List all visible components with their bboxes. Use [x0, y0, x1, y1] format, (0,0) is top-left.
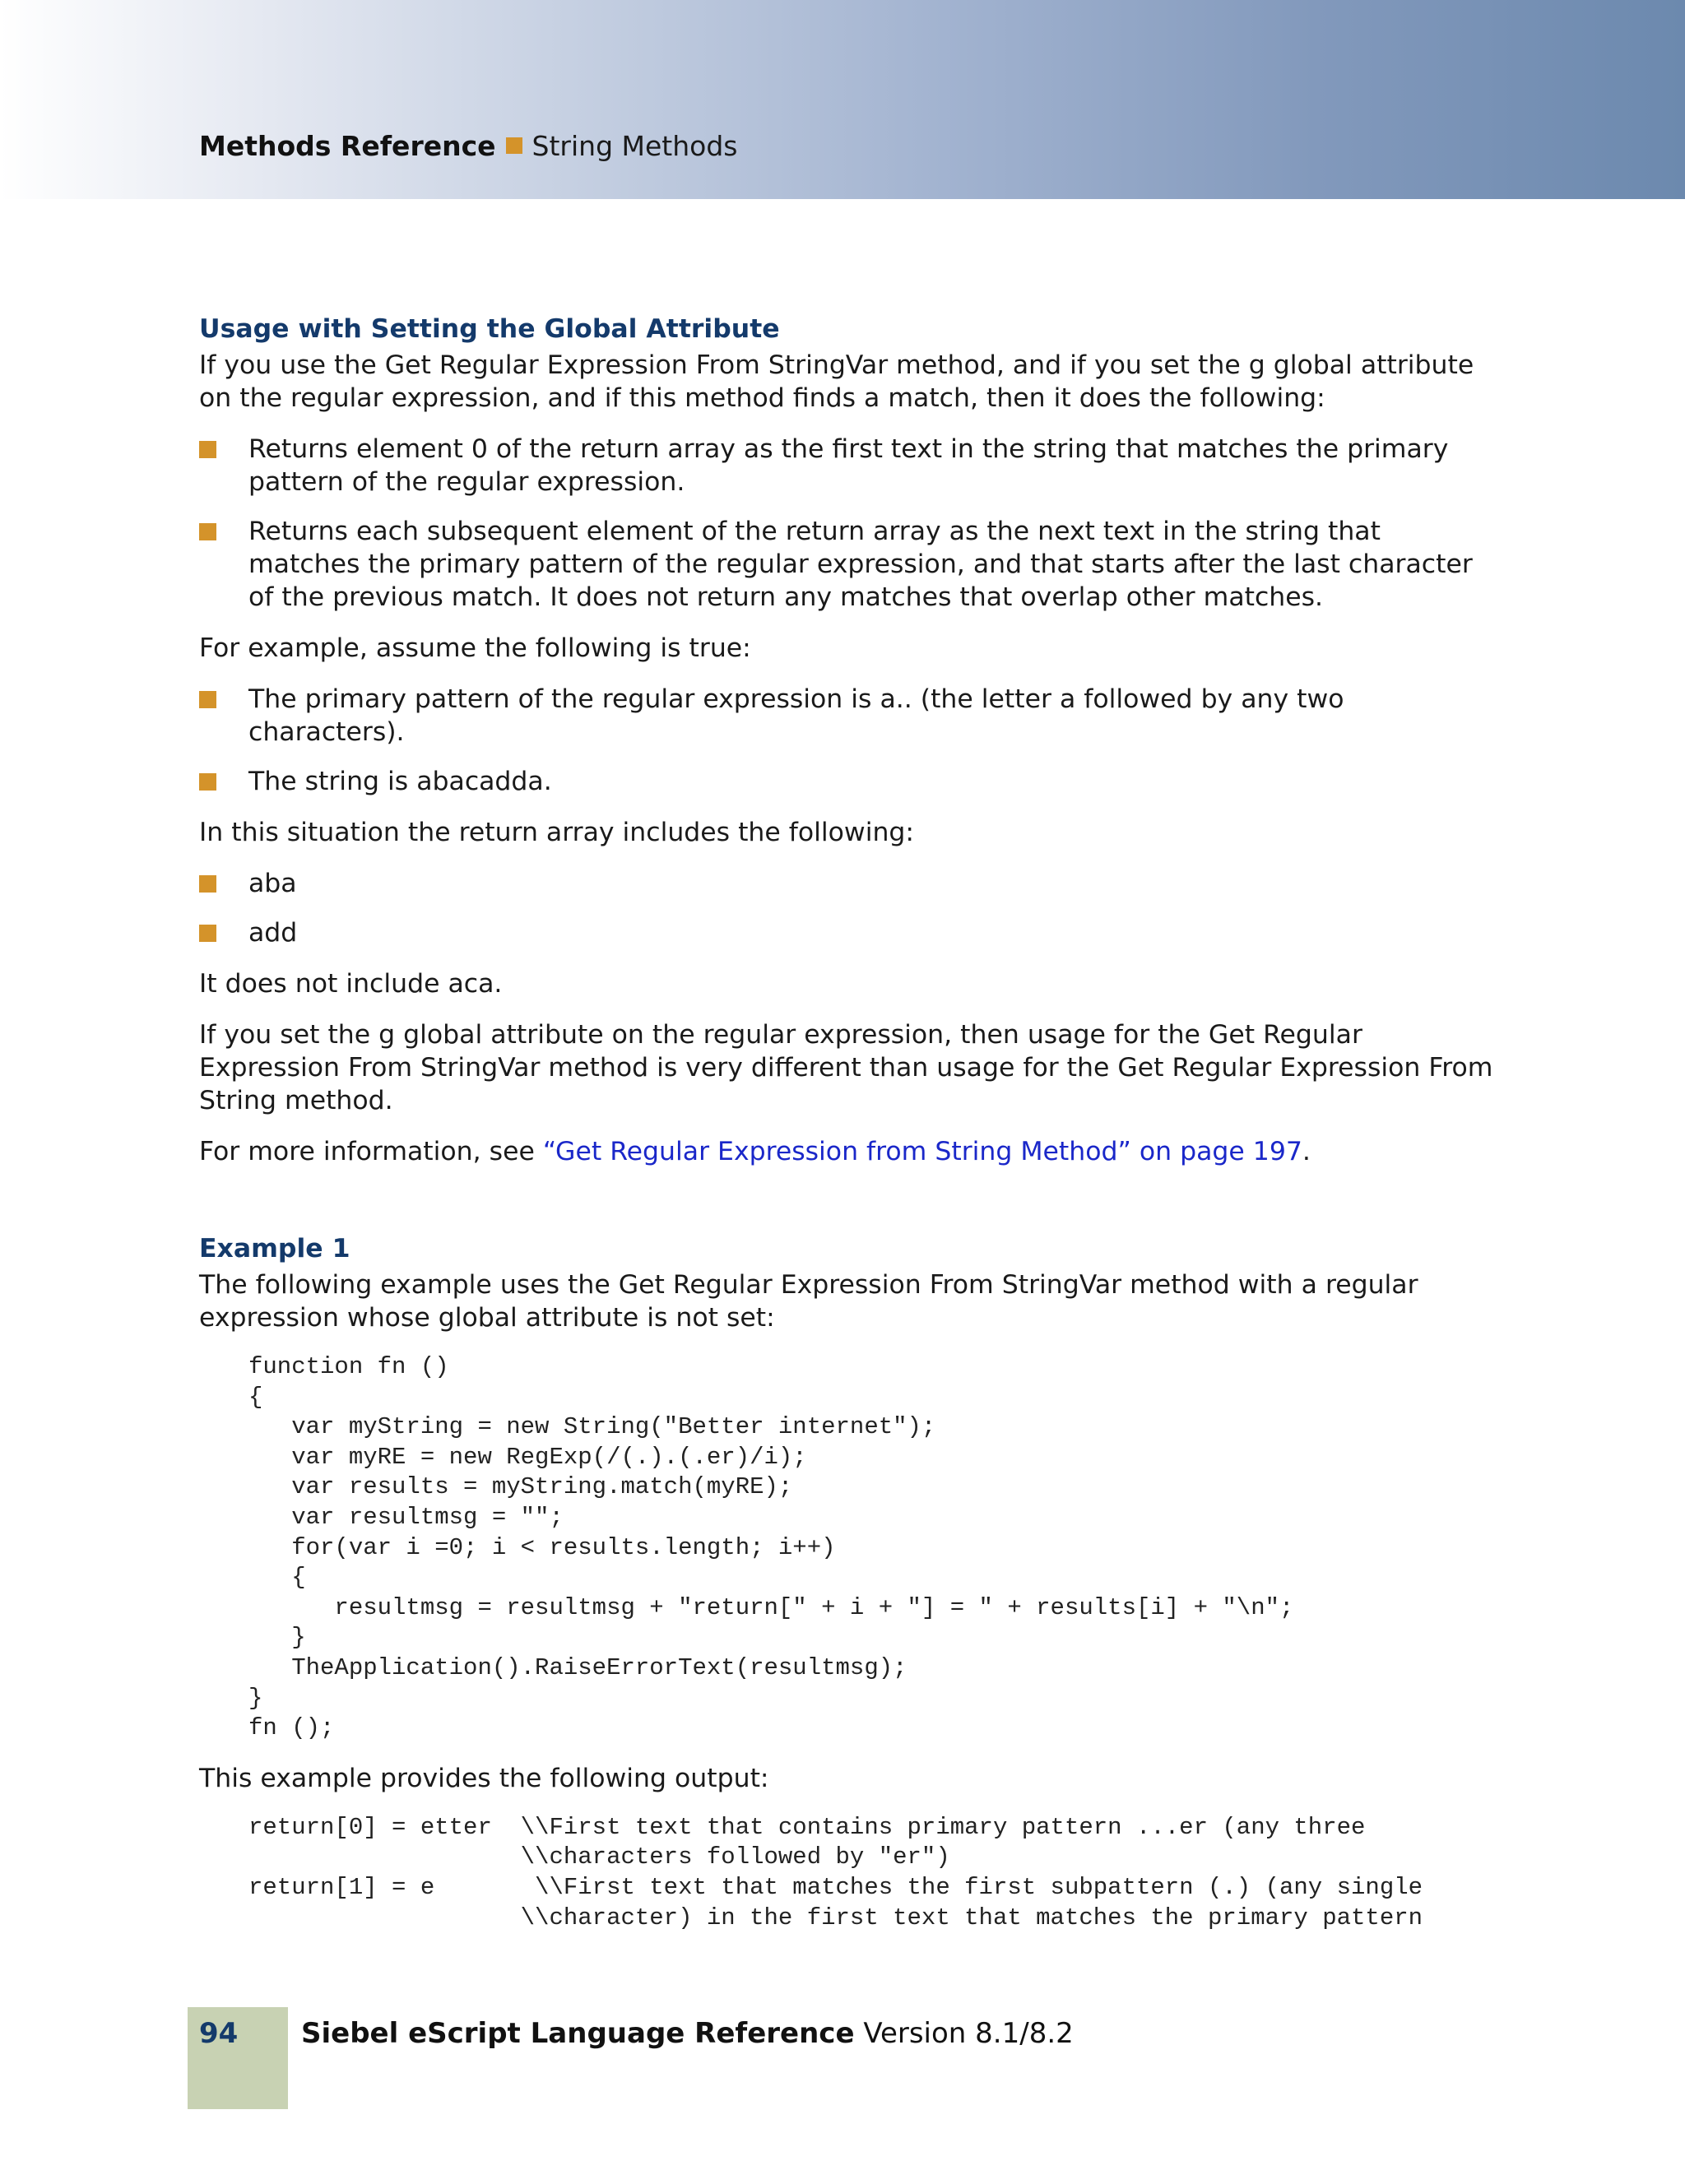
more-info-prefix: For more information, see	[199, 1137, 543, 1166]
more-info-suffix: .	[1302, 1137, 1311, 1166]
assume-bullet-list	[199, 683, 1499, 798]
running-header	[199, 128, 737, 165]
usage-intro: If you use the Get Regular Expression From StringVar method, and if you set the g global attribute on the regular expression, and if this method finds a match, then it does the following:	[199, 350, 1474, 413]
usage-heading: Usage with Setting the Global Attribute	[199, 314, 780, 344]
page-number: 94	[199, 2017, 239, 2050]
footer-title	[301, 2015, 1074, 2052]
not-include-text: It does not include aca.	[199, 969, 503, 999]
array-intro: In this situation the return array includes the following:	[199, 818, 915, 847]
difference-paragraph: If you set the g global attribute on the regular expression, then usage for the Get Regular Expression From StringVar method is very different than usage for the Get Regular Expression From String method.	[199, 1020, 1493, 1115]
output-block: return[0] = etter \\First text that contains primary pattern ...er (any three \\characters followed by "er") return[1] = e \\First text that matches the first subpattern (.) (any single \\character) in the first text that matches the primary pattern	[248, 1813, 1423, 1931]
more-info-paragraph	[199, 1135, 1499, 1168]
list-item: aba	[199, 867, 1499, 900]
usage-bullet-list	[199, 433, 1499, 614]
list-item: add	[199, 916, 1499, 949]
header-subsection: String Methods	[531, 130, 738, 162]
list-item: The string is abacadda.	[199, 765, 1499, 798]
header-square-icon	[506, 137, 522, 154]
header-section: Methods Reference	[199, 130, 496, 162]
example-heading: Example 1	[199, 1234, 350, 1264]
page-content	[199, 309, 1499, 1951]
book-version: Version 8.1/8.2	[863, 2017, 1074, 2050]
example-intro: The following example uses the Get Regular Expression From StringVar method with a regular expression whose global attribute is not set:	[199, 1270, 1418, 1333]
book-title: Siebel eScript Language Reference	[301, 2017, 855, 2050]
section-gap	[199, 1186, 1499, 1229]
list-item: The primary pattern of the regular expression is a.. (the letter a followed by any two characters).	[199, 683, 1499, 749]
assume-intro: For example, assume the following is true:	[199, 633, 751, 663]
list-item: Returns each subsequent element of the return array as the next text in the string that matches the primary pattern of the regular expression, and that starts after the last character of the previous match. It does not return any matches that overlap other matches.	[199, 515, 1499, 614]
list-item: Returns element 0 of the return array as the first text in the string that matches the primary pattern of the regular expression.	[199, 433, 1499, 498]
output-intro: This example provides the following output:	[199, 1763, 769, 1793]
cross-reference-link[interactable]: “Get Regular Expression from String Method” on page 197	[542, 1137, 1302, 1166]
header-band	[0, 0, 1685, 199]
code-block: function fn () { var myString = new String("Better internet"); var myRE = new RegExp(/(.).(.er)/i); var results = myString.match(myRE); var resultmsg = ""; for(var i =0; i < results.length; i++) { resultmsg = resultmsg + "return[" + i + "] = " + results[i] + "\n"; } TheApplication().RaiseErrorText(resultmsg); } fn ();	[248, 1353, 1294, 1742]
array-bullet-list	[199, 867, 1499, 949]
